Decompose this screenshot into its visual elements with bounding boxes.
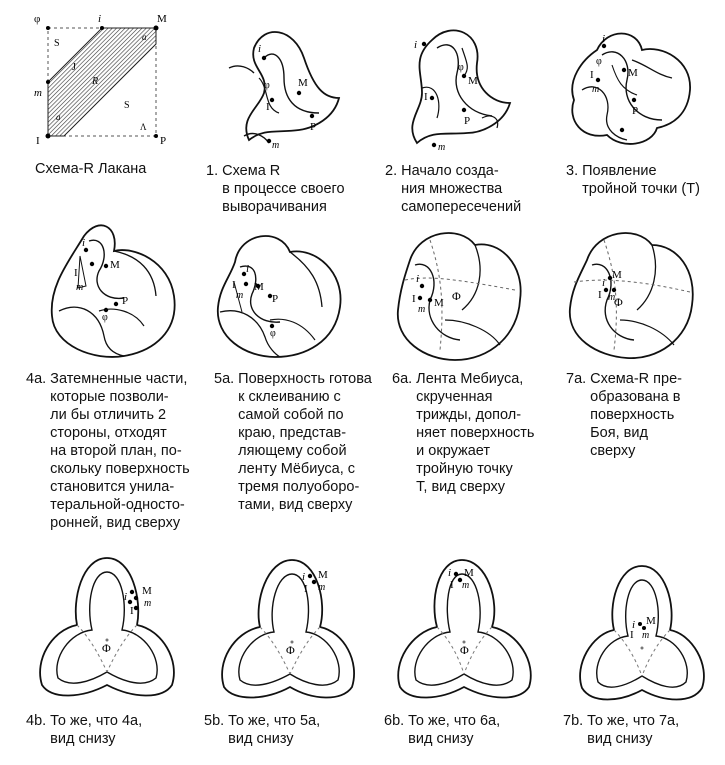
p1-label-I: I	[266, 101, 270, 113]
p4b-label-Phi: Φ	[102, 641, 111, 655]
caption-1: 1. Схема R в процессе своего выворачивания	[206, 163, 345, 215]
caption-4b: 4b. То же, что 4a, вид снизу	[26, 713, 143, 747]
p1-label-P: P	[310, 121, 317, 133]
p7a-label-Phi: Φ	[614, 295, 623, 309]
p7b-label-M: M	[646, 615, 656, 627]
p4a-label-I: I	[74, 267, 78, 279]
p5b-label-m: m	[318, 582, 326, 593]
lacan-label-m: m	[34, 87, 42, 99]
p4b-label-m: m	[144, 598, 152, 609]
p4b-label-I: I	[130, 605, 134, 617]
p1-label-M: M	[298, 77, 308, 89]
p7a-label-M: M	[612, 269, 622, 281]
p7a-label-I: I	[598, 289, 602, 301]
p5b-label-I: I	[304, 583, 308, 595]
lacan-label-I: I	[36, 135, 40, 147]
p5b-label-M: M	[318, 569, 328, 581]
p6b-label-i: i	[448, 567, 452, 579]
caption-4a: 4a. Затемненные части, которые позволи- ли бы отличить 2 стороны, отходят на второй план, по- скольку поверхность становится унила- теральной-односто- ронней, вид сверху	[26, 371, 190, 531]
p7a-label-i: i	[602, 277, 606, 289]
p5a-label-M: M	[254, 281, 264, 293]
p5a-label-phi: φ	[270, 328, 276, 339]
lacan-label-inner-I: J	[72, 62, 76, 73]
p1-label-i: i	[258, 43, 262, 55]
figure-2-self-intersections	[392, 18, 522, 153]
lacan-label-P: P	[160, 135, 167, 147]
lacan-label-R: R	[92, 76, 99, 87]
p7a-label-m: m	[608, 292, 616, 303]
p4b-label-i: i	[124, 591, 128, 603]
figure-4b-bottom-view	[32, 550, 182, 705]
caption-5a: 5a. Поверхность готова к склеиванию с самой собой по краю, представ- ляющему собой ленту Мёбиуса, с тремя полуоборо- тами, вид сверху	[214, 371, 372, 513]
lacan-label-i: i	[98, 13, 102, 25]
p5b-label-Phi: Φ	[286, 643, 295, 657]
lacan-label-inner-S: S	[124, 100, 130, 111]
caption-7b: 7b. То же, что 7a, вид снизу	[563, 713, 680, 747]
p1-label-phi: φ	[264, 80, 270, 91]
p6a-label-m: m	[418, 304, 426, 315]
p2-label-M: M	[468, 75, 478, 87]
p7b-label-I: I	[630, 629, 634, 641]
p3-label-phi: φ	[596, 56, 602, 67]
p3-label-P: P	[632, 105, 639, 117]
figure-3-triple-point	[562, 20, 702, 155]
p5a-label-P: P	[272, 293, 279, 305]
p3-label-I: I	[590, 69, 594, 81]
lacan-label-a: a	[142, 32, 147, 42]
p5a-label-m: m	[236, 290, 244, 301]
p2-label-I: I	[424, 91, 428, 103]
figure-4a-top-view	[44, 216, 184, 366]
p3-label-m: m	[592, 84, 600, 95]
p5b-label-i: i	[302, 571, 306, 583]
p4a-label-phi: φ	[102, 312, 108, 323]
caption-6b: 6b. То же, что 6a, вид снизу	[384, 713, 501, 747]
p3-label-M: M	[628, 67, 638, 79]
lacan-label-phi: φ	[34, 13, 41, 25]
p3-label-i: i	[602, 33, 606, 45]
p2-label-i: i	[414, 39, 418, 51]
figure-6a-top-view	[390, 220, 530, 370]
caption-5b: 5b. То же, что 5a, вид снизу	[204, 713, 321, 747]
lacan-schema-figure	[26, 8, 176, 148]
lacan-label-a2: a	[56, 112, 61, 122]
p6a-label-Phi: Φ	[452, 289, 461, 303]
p7b-label-m: m	[642, 630, 650, 641]
p1-label-m: m	[272, 140, 280, 151]
p4a-label-P: P	[122, 295, 129, 307]
p2-label-m: m	[438, 142, 446, 153]
p6a-label-M: M	[434, 297, 444, 309]
caption-3: 3. Появление тройной точки (T)	[566, 163, 700, 197]
figure-5b-bottom-view	[212, 552, 362, 707]
figure-1-schema-r-everting	[224, 18, 344, 153]
caption-6a: 6a. Лента Мебиуса, скрученная трижды, допол- няет поверхность и окружает тройную точку T, вид сверху	[392, 371, 535, 495]
figure-7b-bottom-view	[570, 560, 715, 710]
p4a-label-m: m	[76, 282, 84, 293]
p6a-label-I: I	[412, 293, 416, 305]
lacan-label-Lambda: Λ	[140, 122, 147, 132]
p4b-label-M: M	[142, 585, 152, 597]
p5a-label-I: I	[232, 279, 236, 291]
caption-2: 2. Начало созда- ния множества самопересечений	[385, 163, 522, 215]
caption-lacan: Схема-R Лакана	[35, 161, 147, 177]
p6b-label-M: M	[464, 567, 474, 579]
p6b-label-m: m	[462, 580, 470, 591]
lacan-label-M: M	[157, 13, 167, 25]
p6b-label-Phi: Φ	[460, 643, 469, 657]
figure-5a-top-view	[210, 222, 350, 367]
p7b-label-i: i	[632, 619, 636, 631]
p5a-label-i: i	[246, 263, 250, 275]
p4a-label-M: M	[110, 259, 120, 271]
p6b-label-I: I	[450, 579, 454, 591]
p2-label-P: P	[464, 115, 471, 127]
figure-6b-bottom-view	[392, 552, 542, 707]
p2-label-phi: φ	[458, 62, 464, 73]
p4a-label-i: i	[82, 237, 86, 249]
p6a-label-i: i	[416, 273, 420, 285]
caption-7a: 7a. Схема-R пре- образована в поверхность Боя, вид сверху	[566, 371, 682, 459]
figure-7a-top-view	[562, 220, 702, 370]
lacan-label-S: S	[54, 38, 60, 49]
